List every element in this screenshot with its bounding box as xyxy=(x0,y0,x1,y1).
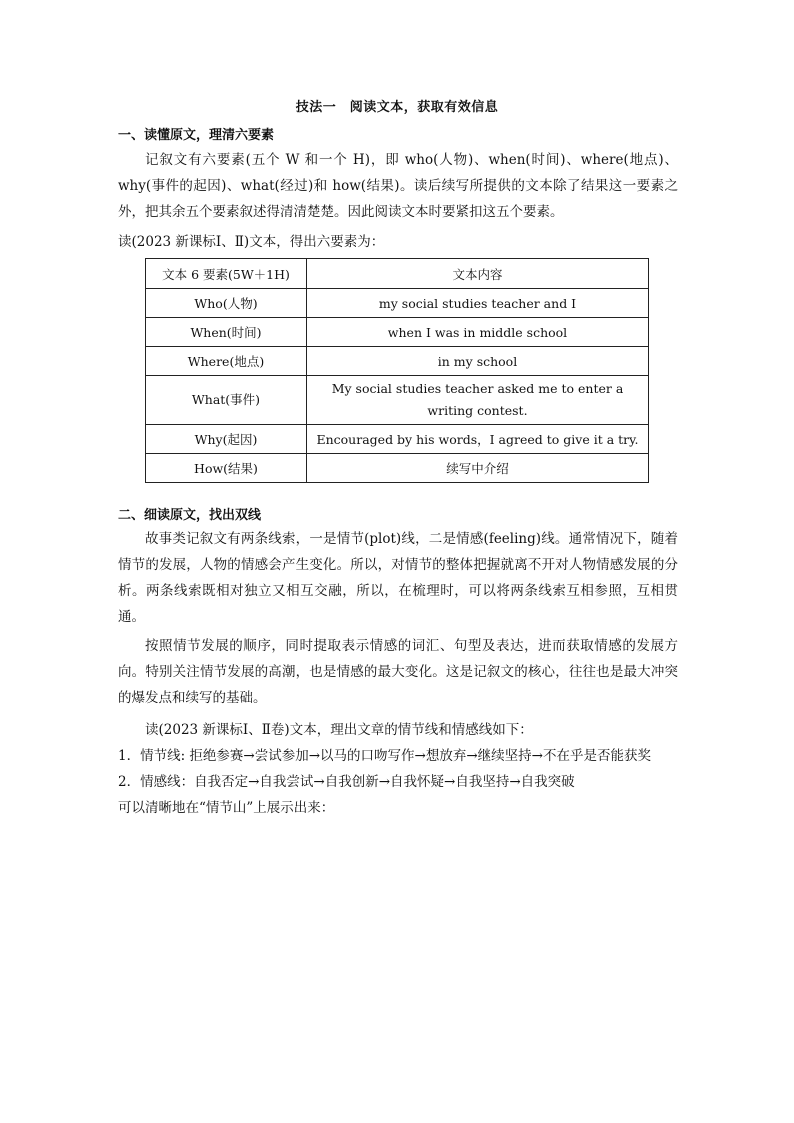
table-cell: when I was in middle school xyxy=(307,318,649,347)
table-cell: When(时间) xyxy=(146,318,307,347)
closing-line: 可以清晰地在“情节山”上展示出来： xyxy=(118,800,335,816)
table-cell: What(事件) xyxy=(146,376,307,425)
table-cell: Where(地点) xyxy=(146,347,307,376)
table-cell: Who(人物) xyxy=(146,289,307,318)
feeling-line: 2．情感线：自我否定→自我尝试→自我创新→自我怀疑→自我坚持→自我突破 xyxy=(118,774,575,790)
six-elements-table xyxy=(145,258,649,483)
section-2-paragraph-2: 按照情节发展的顺序，同时提取表示情感的词汇、句型及表达，进而获取情感的发展方向。特别关注情节发展的高潮，也是情感的最大变化。这是记叙文的核心，往往也是最大冲突的爆发点和续写的基础。 xyxy=(118,638,678,706)
table-cell: in my school xyxy=(307,347,649,376)
section-2-paragraph-3: 读(2023 新课标Ⅰ、Ⅱ卷)文本，理出文章的情节线和情感线如下： xyxy=(145,722,533,738)
table-cell: Encouraged by his words，I agreed to give it a try. xyxy=(307,425,649,454)
table-cell: How(结果) xyxy=(146,454,307,483)
table-header-cell: 文本内容 xyxy=(307,259,649,289)
section-1-intro: 读(2023 新课标Ⅰ、Ⅱ)文本，得出六要素为： xyxy=(118,234,385,250)
table-header-cell: 文本 6 要素(5W＋1H) xyxy=(146,259,307,289)
table-row xyxy=(146,454,649,483)
table-cell: My social studies teacher asked me to enter a writing contest. xyxy=(307,376,649,425)
table-header-row xyxy=(146,259,649,289)
table-cell: 续写中介绍 xyxy=(307,454,649,483)
table-cell: my social studies teacher and I xyxy=(307,289,649,318)
table-row xyxy=(146,425,649,454)
page-title: 技法一 阅读文本，获取有效信息 xyxy=(295,100,499,115)
table-cell: Why(起因) xyxy=(146,425,307,454)
table-row xyxy=(146,376,649,425)
section-1-paragraph: 记叙文有六要素(五个 W 和一个 H)，即 who(人物)、when(时间)、where(地点)、why(事件的起因)、what(经过)和 how(结果)。读后续写所提供的文本除了结果这一要素之外，把其余五个要素叙述得清清楚楚。因此阅读文本时要紧扣这五个要素。 xyxy=(118,152,678,220)
section-2-heading: 二、细读原文，找出双线 xyxy=(118,508,262,523)
section-2-paragraph-1: 故事类记叙文有两条线索，一是情节(plot)线，二是情感(feeling)线。通常情况下，随着情节的发展，人物的情感会产生变化。所以，对情节的整体把握就离不开对人物情感发展的分析。两条线索既相对独立又相互交融，所以，在梳理时，可以将两条线索互相参照，互相贯通。 xyxy=(118,531,678,625)
table-row xyxy=(146,289,649,318)
table-row xyxy=(146,347,649,376)
plot-line: 1．情节线: 拒绝参赛→尝试参加→以马的口吻写作→想放弃→继续坚持→不在乎是否能获奖 xyxy=(118,748,651,764)
table-row xyxy=(146,318,649,347)
section-1-heading: 一、读懂原文，理清六要素 xyxy=(118,128,275,143)
